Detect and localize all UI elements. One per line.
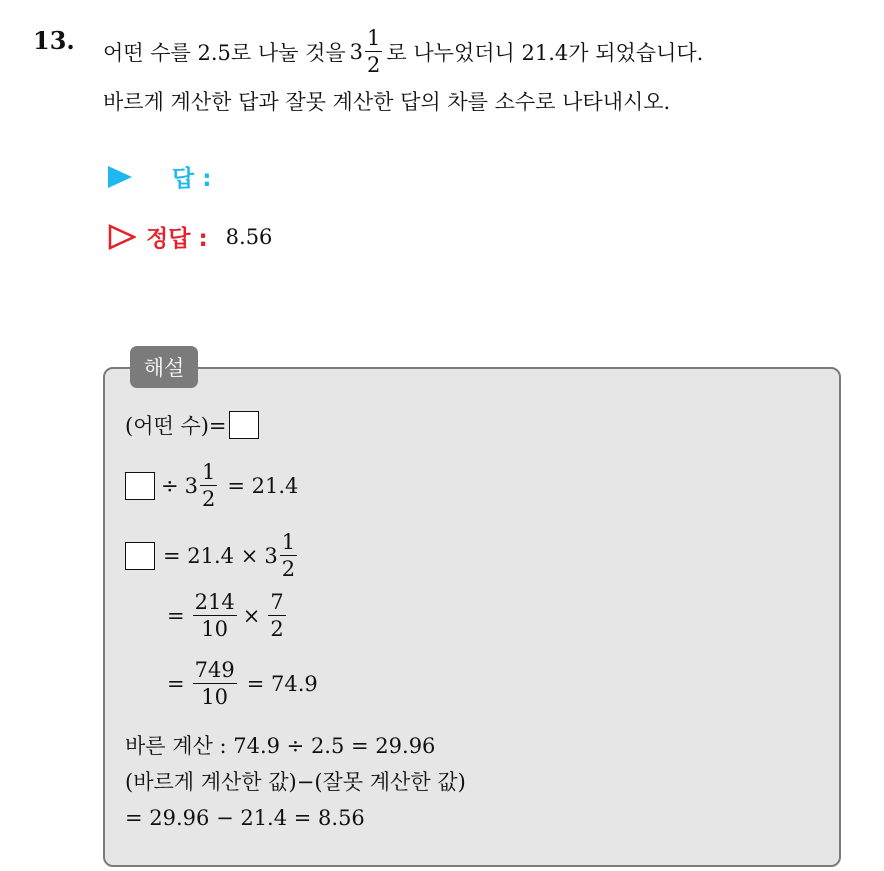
problem-line-2: 바르게 계산한 답과 잘못 계산한 답의 차를 소수로 나타내시오. <box>103 90 671 114</box>
denominator: 2 <box>270 617 284 641</box>
problem-number: 13. <box>33 26 75 55</box>
answer-row <box>108 160 211 193</box>
numerator: 214 <box>194 590 235 614</box>
solution-line-5 <box>167 660 318 708</box>
play-icon <box>108 166 132 188</box>
blank-box <box>125 472 155 500</box>
equals-sign: = <box>167 604 185 628</box>
correct-answer-label: 정답 : <box>146 226 208 252</box>
blank-box <box>125 542 155 570</box>
denominator: 2 <box>281 557 296 581</box>
solution-result: = 74.9 <box>246 672 318 696</box>
solution-line-6: 바른 계산 : 74.9 ÷ 2.5 = 29.96 <box>125 734 436 758</box>
fraction <box>193 660 237 708</box>
mixed-whole: 3 <box>184 474 198 498</box>
denominator: 2 <box>201 487 216 511</box>
solution-line-4 <box>167 592 286 640</box>
solution-result: = 21.4 <box>227 474 299 498</box>
solution-text: (어떤 수)= <box>125 414 227 438</box>
blank-box <box>229 411 259 439</box>
times-sign: × <box>242 604 261 628</box>
equals-sign: = <box>167 672 185 696</box>
fraction <box>365 28 382 76</box>
solution-tag: 해설 <box>130 346 198 388</box>
solution-expression: = 21.4 × <box>163 544 259 568</box>
numerator: 7 <box>270 590 284 614</box>
numerator: 1 <box>201 460 216 484</box>
solution-line-3 <box>125 532 297 580</box>
numerator: 1 <box>367 26 381 50</box>
fraction <box>193 592 237 640</box>
mixed-whole: 3 <box>264 544 278 568</box>
divide-sign: ÷ <box>161 474 179 498</box>
fraction <box>200 462 217 510</box>
fraction <box>280 532 297 580</box>
denominator: 10 <box>201 617 229 641</box>
correct-answer-row <box>108 220 272 253</box>
correct-answer-value: 8.56 <box>225 224 273 249</box>
problem-text-b: 로 나누었더니 21.4가 되었습니다. <box>386 41 704 65</box>
solution-line-7: (바르게 계산한 값)−(잘못 계산한 값) <box>125 770 466 794</box>
problem-line-1 <box>103 28 703 76</box>
numerator: 1 <box>281 530 296 554</box>
denominator: 2 <box>367 53 381 77</box>
denominator: 10 <box>201 685 229 709</box>
solution-line-8: = 29.96 − 21.4 = 8.56 <box>125 806 365 830</box>
mixed-number <box>350 28 383 76</box>
problem-text-a: 어떤 수를 2.5로 나눌 것을 <box>103 41 346 65</box>
mixed-whole: 3 <box>349 40 364 64</box>
solution-line-1 <box>125 410 259 440</box>
outline-triangle-icon <box>108 224 136 250</box>
solution-line-2 <box>125 462 298 510</box>
fraction <box>268 592 285 640</box>
answer-label: 답 : <box>172 166 212 192</box>
numerator: 749 <box>194 658 235 682</box>
